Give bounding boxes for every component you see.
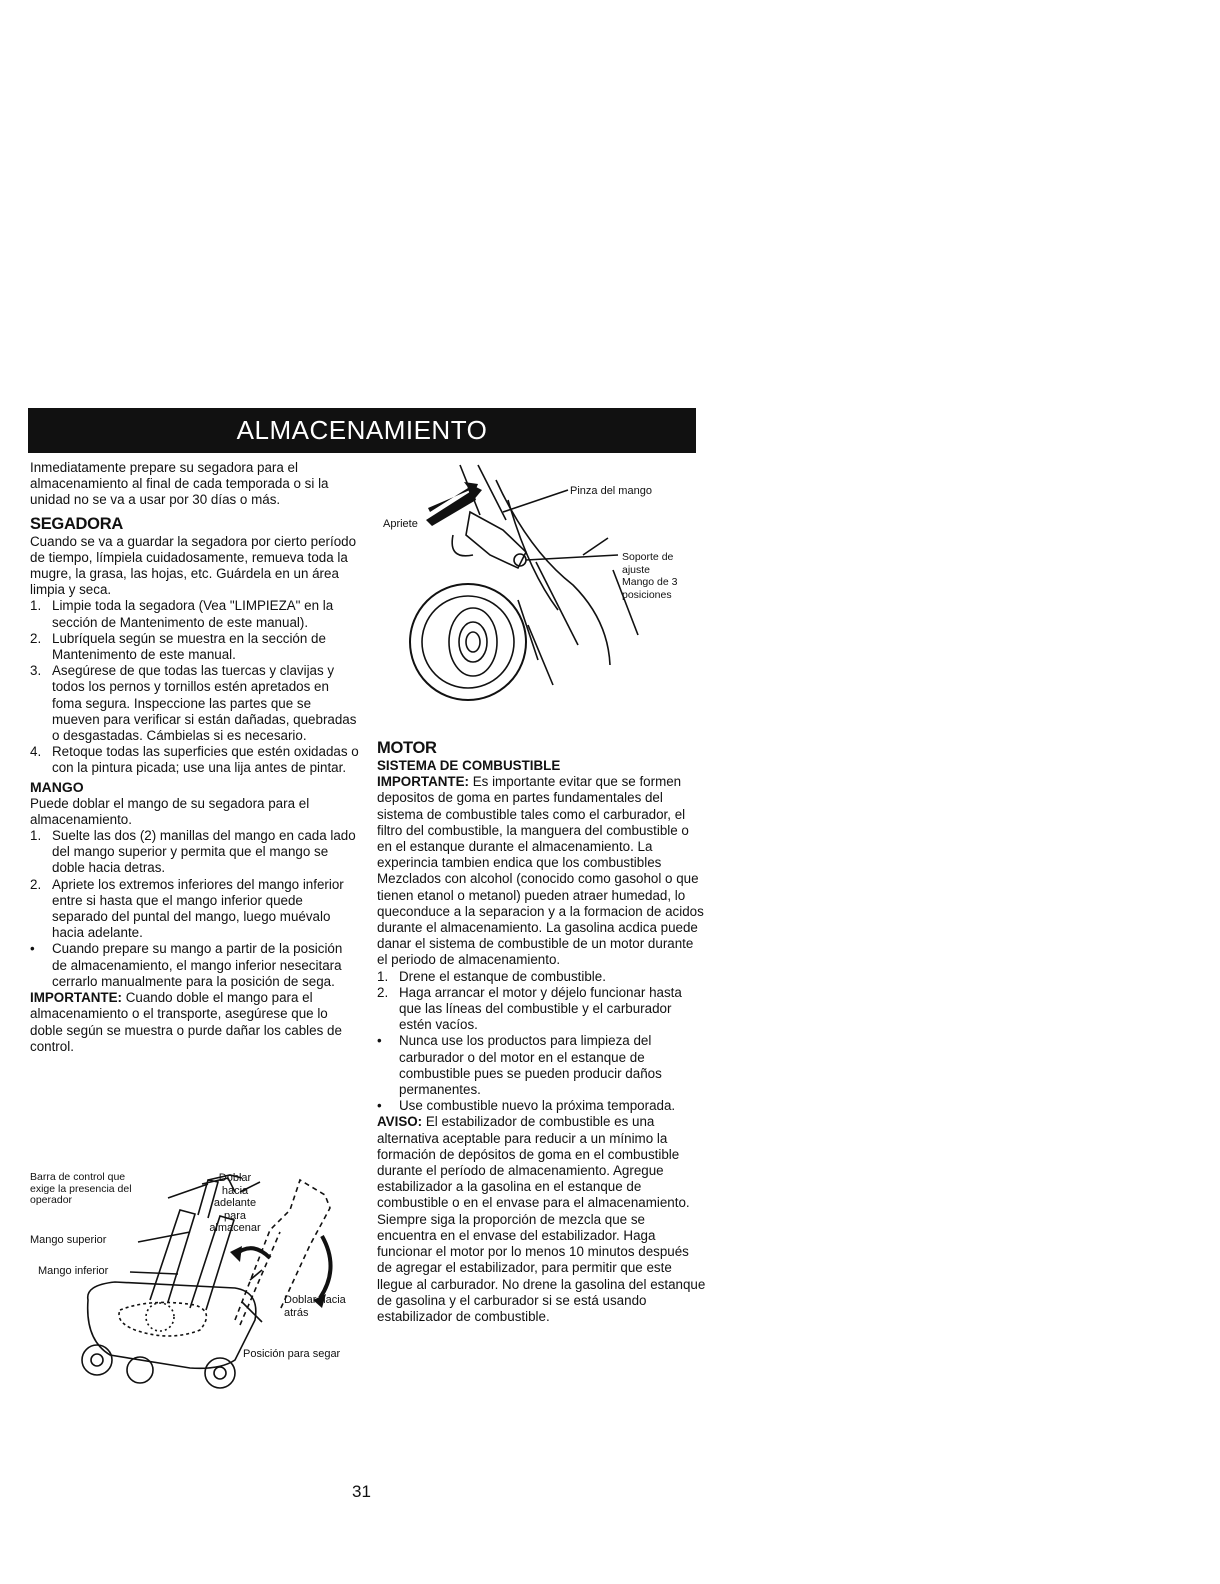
list-number: •: [377, 1098, 382, 1114]
list-number: 4.: [30, 744, 42, 760]
intro-paragraph: Inmediatamente prepare su segadora para el almacenamiento al final de cada temporada o si la unidad no se va a usar por 30 días o más.: [30, 460, 329, 508]
list-item: [30, 598, 360, 630]
list-number: 1.: [30, 828, 42, 844]
list-text: Nunca use los productos para limpieza del carburador o del motor en el estanque de combustible pues se pueden producir daños permanentes.: [399, 1033, 662, 1098]
label-control-bar: Barra de control que exige la presencia del operador: [30, 1171, 132, 1206]
list-text: Haga arrancar el motor y déjelo funcionar hasta que las líneas del combustible y el carburador estén vacíos.: [399, 984, 682, 1033]
segadora-heading: SEGADORA: [30, 514, 123, 533]
important-label: IMPORTANTE:: [30, 990, 122, 1006]
label-fold-back: Doblar hacia atrás: [284, 1294, 346, 1319]
list-number: 2.: [30, 876, 42, 892]
list-text: Drene el estanque de combustible.: [399, 968, 606, 984]
list-item: [30, 877, 360, 942]
label-adjust-bracket: Soporte de ajuste Mango de 3 posiciones: [622, 551, 678, 601]
list-text: Use combustible nuevo la próxima temporada.: [399, 1098, 676, 1114]
mango-heading: MANGO: [30, 778, 84, 795]
mango-paragraph: Puede doblar el mango de su segadora para el almacenamiento.: [30, 795, 310, 827]
list-number: 1.: [377, 968, 389, 984]
label-fold-forward: Doblar hacia adelante para almacenar: [209, 1172, 261, 1234]
label-mowing-position: Posición para segar: [243, 1348, 341, 1360]
list-number: 2.: [377, 984, 389, 1000]
fuel-system-heading: SISTEMA DE COMBUSTIBLE: [377, 758, 561, 773]
segadora-paragraph: Cuando se va a guardar la segadora por cierto período de tiempo, límpiela cuidadosamente, remueva toda la mugre, la grasa, las hojas, etc. Guárdela en un área limpia y seca.: [30, 533, 357, 598]
list-text: Asegúrese de que todas las tuercas y clavijas y todos los pernos y tornillos estén apretados en foma segura. Inspeccione las partes que se mueven para verificar si están dañadas, quebradas o desgastadas. Cámbielas si es necesario.: [52, 663, 357, 744]
list-item: [30, 744, 360, 776]
label-upper-handle: Mango superior: [30, 1234, 107, 1246]
right-column: [377, 733, 707, 1325]
label-lower-handle: Mango inferior: [38, 1265, 109, 1277]
list-item: [377, 985, 707, 1034]
list-item: [30, 941, 360, 990]
list-number: 2.: [30, 630, 42, 646]
list-item: [30, 663, 360, 744]
list-text: Apriete los extremos inferiores del mango inferior entre si hasta que el mango inferior quede separado del puntal del mango, luego muévalo hacia adelante.: [52, 876, 344, 941]
page-number: 31: [352, 1482, 371, 1501]
motor-steps: [377, 969, 707, 1115]
aviso-label: AVISO:: [377, 1114, 423, 1130]
list-text: Cuando prepare su mango a partir de la posición de almacenamiento, el mango inferior nesecitara cerrarlo manualmente para la posición de sega.: [52, 941, 343, 989]
list-text: Retoque todas las superficies que estén oxidadas o con la pintura picada; use una lija antes de pintar.: [52, 744, 359, 776]
important-text: Es importante evitar que se formen depositos de goma en partes fundamentales del sistema de combustible tales como el carburador, el filtro del combustible, la manguera del combustible o en el estanque durante el almacenamiento. La experincia tambien endica que los combustibles Mezclados con alcohol (conocido como gasohol o que tienen etanol o metanol) pueden atraer humedad, lo queconduce a la separacion y a la formacion de acidos durante el almacenamiento. La gasolina acdica puede danar el sistema de combustible de un motor durante el periodo de almacenamiento.: [377, 774, 704, 968]
motor-aviso: [377, 1114, 707, 1325]
list-number: 3.: [30, 663, 42, 679]
left-column: [30, 460, 360, 1055]
wheel-adjust-figure: [378, 460, 708, 725]
list-number: •: [377, 1033, 382, 1049]
motor-important: [377, 774, 707, 968]
section-banner: ALMACENAMIENTO: [28, 408, 696, 453]
motor-heading: MOTOR: [377, 739, 437, 757]
list-item: [30, 631, 360, 663]
list-number: 1.: [30, 598, 42, 614]
list-number: •: [30, 941, 35, 957]
segadora-steps: [30, 598, 360, 776]
important-label: IMPORTANTE:: [377, 774, 469, 790]
list-text: Lubríquela según se muestra en la sección de Mantenimento de este manual.: [52, 630, 326, 663]
mango-steps: [30, 828, 360, 990]
mango-important: [30, 990, 360, 1055]
list-item: [377, 1033, 707, 1098]
label-squeeze: Apriete: [383, 518, 418, 530]
list-item: [377, 1098, 707, 1114]
label-handle-clip: Pinza del mango: [570, 485, 652, 497]
important-text: Cuando doble el mango para el almacenamiento o el transporte, asegúrese que lo doble según se muestra o purde dañar los cables de control.: [30, 990, 342, 1054]
mower-handle-figure: [30, 1170, 365, 1395]
list-text: Suelte las dos (2) manillas del mango en cada lado del mango superior y permita que el mango se doble hacia detras.: [52, 828, 356, 876]
list-item: [30, 828, 360, 877]
list-text: Limpie toda la segadora (Vea "LIMPIEZA" en la sección de Mantenimento de este manual).: [52, 598, 334, 630]
list-item: [377, 969, 707, 985]
aviso-text: El estabilizador de combustible es una alternativa aceptable para reducir a un mínimo la formación de depósitos de goma en el combustible durante el período de almacenamiento. Agregue estabilizador a la gasolina en el estanque de combustible o en el envase para el almacenamiento. Siempre siga la proporción de mezcla que se encuentra en el envase del estabilizador. Haga funcionar el motor por lo menos 10 minutos después de agregar el estabilizador, para permitir que este llegue al carburador. No drene la gasolina del estanque de gasolina y el carburador si se está usando estabilizador de combustible.: [377, 1114, 706, 1324]
